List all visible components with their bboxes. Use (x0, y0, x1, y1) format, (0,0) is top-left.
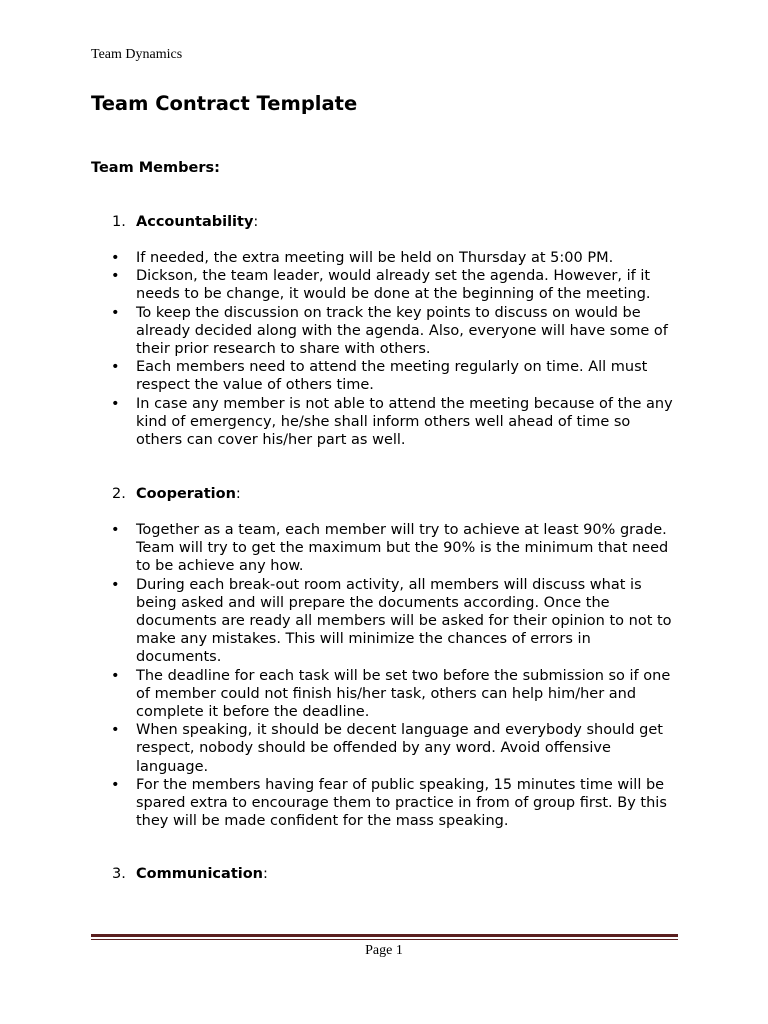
section-number: 2. (112, 486, 126, 502)
section-heading-cooperation (112, 485, 241, 503)
bullet-icon: • (111, 359, 120, 376)
bullet-icon: • (111, 522, 120, 538)
section-title: Cooperation (136, 486, 236, 502)
section-number: 1. (112, 214, 126, 230)
list-item (0, 267, 676, 303)
team-members-heading: Team Members: (91, 160, 220, 176)
accountability-bullet-list (0, 249, 768, 449)
section-number: 3. (112, 866, 126, 882)
footer-rule-thick (91, 934, 678, 937)
list-item-text: In case any member is not able to attend the meeting because of the any kind of emergency, he/she shall inform others well ahead of time so others can cover his/her part as well. (136, 395, 673, 449)
list-item (0, 576, 676, 667)
section-suffix: : (235, 486, 241, 502)
bullet-icon: • (111, 395, 120, 412)
bullet-icon: • (111, 776, 120, 793)
section-title: Accountability (136, 214, 254, 230)
section-title: Communication (136, 866, 264, 882)
list-item-text: When speaking, it should be decent language and everybody should get respect, nobody should be offended by any word. Avoid offensive language. (136, 722, 663, 775)
list-item-text: For the members having fear of public speaking, 15 minutes time will be spared extra to encourage them to practice in from of group first. By this they will be made confident for the mass speaking. (136, 776, 667, 830)
list-item-text: During each break-out room activity, all members will discuss what is being asked and will prepare the documents according. Once the documents are ready all members will be asked for their opinion to not to make any mistakes. This will minimize the chances of errors in documents. (136, 576, 672, 666)
page-number: Page 1 (365, 943, 403, 958)
bullet-icon: • (111, 722, 120, 739)
list-item-text: The deadline for each task will be set two before the submission so if one of member could not finish his/her task, others can help him/her and complete it before the deadline. (136, 667, 671, 721)
bullet-icon: • (111, 268, 120, 285)
bullet-icon: • (111, 250, 120, 266)
list-item-text: If needed, the extra meeting will be held on Thursday at 5:00 PM. (136, 250, 614, 266)
list-item-text: To keep the discussion on track the key points to discuss on would be already decided along with the agenda. Also, everyone will have some of their prior research to share with others. (136, 304, 668, 358)
section-suffix: : (253, 214, 259, 230)
section-suffix: : (263, 866, 268, 882)
list-item-text: Together as a team, each member will try to achieve at least 90% grade. Team will try to get the maximum but the 90% is the minimum that need to be achieve any how. (136, 522, 669, 575)
list-item (0, 358, 676, 394)
list-item (0, 667, 676, 722)
footer-rule-thin (91, 939, 678, 940)
section-heading-communication (112, 865, 268, 883)
list-item (0, 395, 676, 450)
cooperation-bullet-list (0, 521, 768, 830)
list-item (0, 521, 676, 576)
list-item (0, 304, 676, 359)
bullet-icon: • (111, 304, 120, 321)
bullet-icon: • (111, 576, 120, 593)
document-title: Team Contract Template (91, 92, 358, 115)
list-item (0, 776, 676, 831)
list-item-text: Each members need to attend the meeting regularly on time. All must respect the value of others time. (136, 359, 648, 394)
section-heading-accountability (112, 213, 258, 231)
page-header: Team Dynamics (91, 47, 183, 62)
list-item (0, 721, 676, 776)
list-item (0, 249, 676, 267)
bullet-icon: • (111, 667, 120, 684)
footer-divider (91, 934, 678, 940)
list-item-text: Dickson, the team leader, would already set the agenda. However, if it needs to be change, it would be done at the beginning of the meeting. (136, 268, 651, 303)
